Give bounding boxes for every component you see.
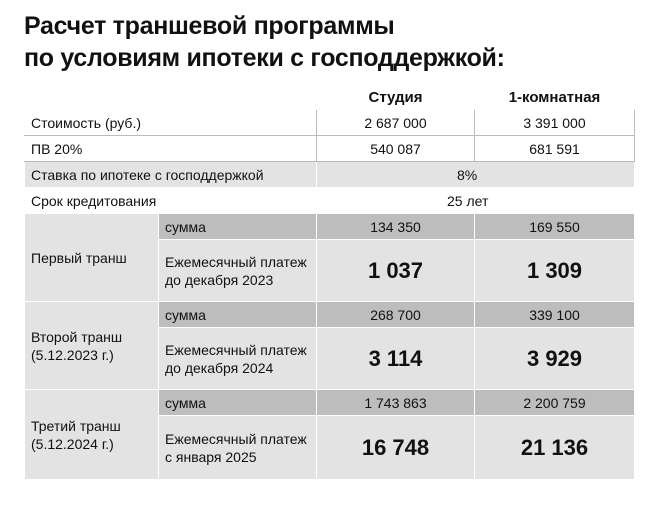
tranche-3-payment-studio: 16 748: [317, 416, 475, 480]
tranche-2-sum-one-room: 339 100: [475, 302, 635, 328]
header-row: [25, 85, 635, 110]
page-title: [24, 10, 505, 74]
tranche-2-sum-row: [25, 302, 635, 328]
down-payment-studio: 540 087: [317, 136, 475, 162]
term-label: Срок кредитования: [25, 188, 317, 214]
tranche-3-payment-one-room: 21 136: [475, 416, 635, 480]
tranche-3-sum-one-room: 2 200 759: [475, 390, 635, 416]
tranche-3-name-line1: Третий транш: [31, 417, 121, 434]
rate-row: [25, 162, 635, 188]
tranche-1-sum-row: [25, 214, 635, 240]
down-payment-row: [25, 136, 635, 162]
tranche-2-payment-one-room: 3 929: [475, 328, 635, 390]
term-row: [25, 188, 635, 214]
tranche-3-payment-label: Ежемесячный платеж с января 2025: [159, 416, 317, 480]
header-studio: Студия: [317, 85, 475, 110]
cost-label: Стоимость (руб.): [25, 110, 317, 136]
title-line-2: по условиям ипотеки с господдержкой:: [24, 44, 505, 72]
header-empty: [25, 85, 317, 110]
tranche-2-name-line2: (5.12.2023 г.): [31, 346, 114, 363]
down-payment-one-room: 681 591: [475, 136, 635, 162]
tranche-1-payment-studio: 1 037: [317, 240, 475, 302]
tranche-1-name: [25, 214, 159, 302]
tranche-1-payment-one-room: 1 309: [475, 240, 635, 302]
header-one-room: 1-комнатная: [475, 85, 635, 110]
tranche-2-name: [25, 302, 159, 390]
tranche-1-payment-label: Ежемесячный платеж до декабря 2023: [159, 240, 317, 302]
tranche-3-sum-label: сумма: [159, 390, 317, 416]
tranche-1-sum-studio: 134 350: [317, 214, 475, 240]
rate-label: Ставка по ипотеке с господдержкой: [25, 162, 317, 188]
tranche-3-name-line2: (5.12.2024 г.): [31, 435, 114, 452]
tranche-2-sum-studio: 268 700: [317, 302, 475, 328]
tranche-2-payment-studio: 3 114: [317, 328, 475, 390]
tranche-2-name-line1: Второй транш: [31, 328, 123, 345]
tranche-table: [24, 84, 635, 480]
title-line-1: Расчет траншевой программы: [24, 12, 395, 40]
rate-value: [317, 162, 635, 188]
tranche-1-name-line1: Первый транш: [31, 249, 127, 266]
tranche-1-sum-label: сумма: [159, 214, 317, 240]
cost-studio: 2 687 000: [317, 110, 475, 136]
tranche-3-sum-studio: 1 743 863: [317, 390, 475, 416]
tranche-2-payment-label: Ежемесячный платеж до декабря 2024: [159, 328, 317, 390]
cost-one-room: 3 391 000: [475, 110, 635, 136]
down-payment-label: ПВ 20%: [25, 136, 317, 162]
tranche-1-sum-one-room: 169 550: [475, 214, 635, 240]
cost-row: [25, 110, 635, 136]
term-value-text: 25 лет: [447, 192, 489, 209]
rate-value-text: 8%: [457, 166, 478, 183]
tranche-3-name: [25, 390, 159, 480]
tranche-2-sum-label: сумма: [159, 302, 317, 328]
tranche-3-sum-row: [25, 390, 635, 416]
term-value: [317, 188, 635, 214]
